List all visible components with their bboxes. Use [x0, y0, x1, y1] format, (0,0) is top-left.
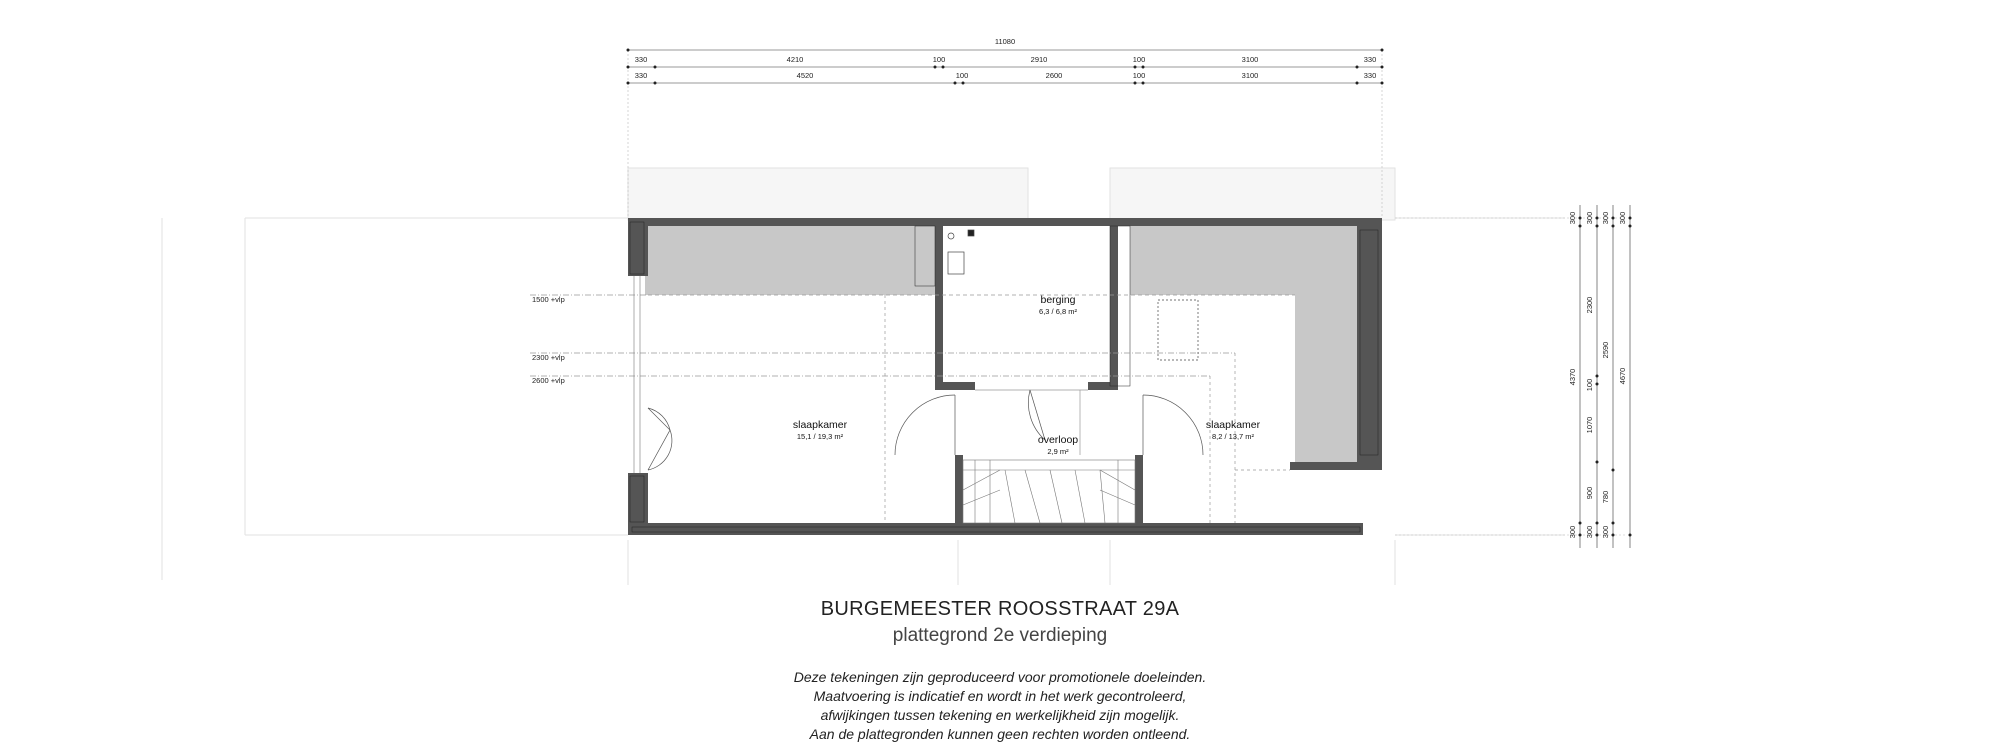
wall-berging-bottom-left [935, 382, 975, 390]
dim-row1-d: 2910 [1030, 55, 1048, 64]
dim-text-top [635, 37, 1377, 80]
wall-bottom [628, 523, 1363, 535]
dim-r2-e: 900 [1585, 486, 1594, 500]
wall-berging-top [935, 218, 1130, 226]
caption-title: BURGEMEESTER ROOSSTRAAT 29A [820, 598, 1180, 620]
wall-stair-right [1135, 455, 1143, 525]
wall-berging-left [935, 226, 943, 386]
room-labels [793, 294, 1261, 456]
dim-row1-g: 330 [1363, 55, 1377, 64]
dim-r4-b: 4670 [1618, 367, 1627, 385]
dim-row2-f: 3100 [1241, 71, 1259, 80]
level-label-2300: 2300 +vlp [532, 353, 565, 362]
dim-r2-c: 100 [1585, 378, 1594, 392]
level-label-2600: 2600 +vlp [532, 376, 565, 385]
room-area-overloop: 2,9 m² [1047, 447, 1069, 456]
room-area-slaapkamer-right: 8,2 / 13,7 m² [1211, 432, 1255, 441]
room-area-slaapkamer-left: 15,1 / 19,3 m² [796, 432, 844, 441]
wall-berging-right [1110, 226, 1118, 386]
room-area-berging: 6,3 / 6,8 m² [1039, 307, 1077, 316]
wall-right-lower [1290, 462, 1382, 470]
dim-row1-e: 100 [1132, 55, 1146, 64]
wall-stair-left [955, 455, 963, 525]
dim-r4-a: 300 [1618, 211, 1627, 225]
room-name-overloop: overloop [1037, 434, 1079, 446]
dim-r3-c: 780 [1601, 490, 1610, 504]
dim-r2-b: 2300 [1585, 296, 1594, 314]
dim-row2-e: 100 [1132, 71, 1146, 80]
dim-lines-top [627, 49, 1384, 85]
dim-row2-g: 330 [1363, 71, 1377, 80]
left-window [634, 276, 640, 473]
dim-row2-b: 4520 [796, 71, 814, 80]
doors [648, 390, 1203, 470]
dim-r2-a: 300 [1585, 211, 1594, 225]
room-name-slaapkamer-left: slaapkamer [792, 419, 848, 431]
dim-r3-d: 300 [1601, 525, 1610, 539]
dim-row1-b: 4210 [786, 55, 804, 64]
dim-row1-f: 3100 [1241, 55, 1259, 64]
caption-subtitle: plattegrond 2e verdieping [892, 625, 1108, 646]
disclaimer-line-2: Maatvoering is indicatief en wordt in het werk gecontroleerd, [813, 688, 1187, 704]
room-name-berging: berging [1040, 294, 1076, 306]
dim-row1-c: 100 [932, 55, 946, 64]
staircase [963, 460, 1135, 523]
disclaimer-line-3: afwijkingen tussen tekening en werkelijkheid zijn mogelijk. [820, 707, 1180, 723]
drawing-caption [0, 596, 2000, 744]
dim-r2-f: 300 [1585, 525, 1594, 539]
dim-row2-a: 330 [634, 71, 648, 80]
level-label-1500: 1500 +vlp [532, 295, 565, 304]
room-name-slaapkamer-right: slaapkamer [1205, 419, 1261, 431]
wall-top-right [1130, 218, 1382, 226]
dim-r1-a: 300 [1568, 211, 1577, 225]
dim-row1-a: 330 [634, 55, 648, 64]
level-labels [532, 295, 565, 385]
wall-top-left [628, 218, 935, 226]
dim-row2-d: 2600 [1045, 71, 1063, 80]
dim-row2-c: 100 [955, 71, 969, 80]
wall-left-top [628, 218, 648, 276]
disclaimer-line-1: Deze tekeningen zijn geproduceerd voor promotionele doeleinden. [793, 669, 1207, 685]
dim-r3-a: 300 [1601, 211, 1610, 225]
dim-r1-b: 4370 [1568, 368, 1577, 386]
dim-r1-c: 300 [1568, 525, 1577, 539]
dim-r3-b: 2590 [1601, 341, 1610, 359]
disclaimer-line-4: Aan de plattegronden kunnen geen rechten worden ontleend. [809, 726, 1191, 742]
caption-disclaimer [0, 668, 2000, 744]
dim-overall: 11080 [994, 37, 1016, 46]
dim-r2-d: 1070 [1585, 416, 1594, 434]
